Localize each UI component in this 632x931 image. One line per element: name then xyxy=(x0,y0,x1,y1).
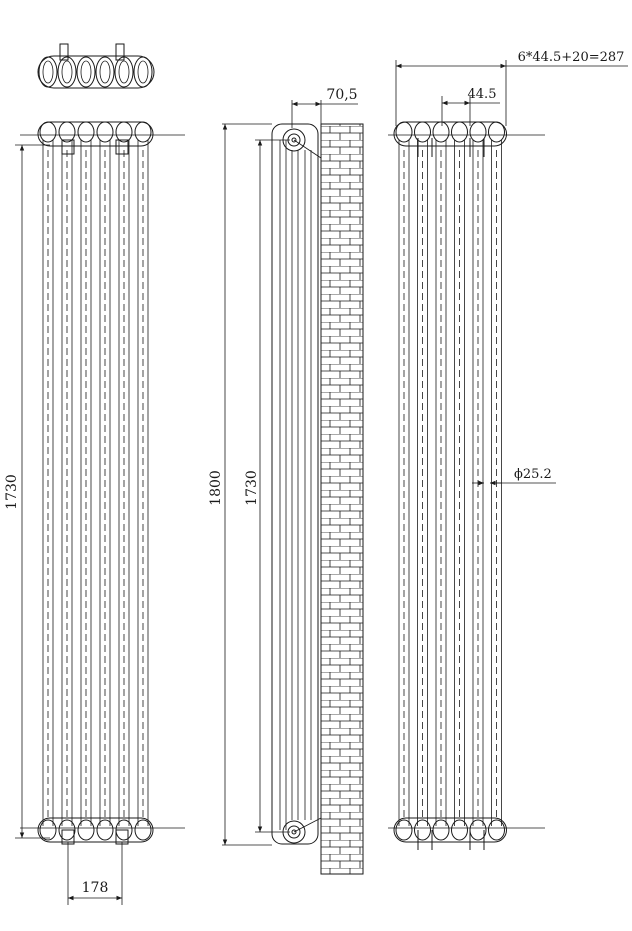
pipe-center-label: 178 xyxy=(81,880,109,896)
side-pipe-height-dimension xyxy=(244,140,260,832)
plan-section xyxy=(77,57,95,87)
plan-section xyxy=(39,57,57,87)
plan-section xyxy=(58,57,76,87)
plan-section xyxy=(96,57,114,87)
diameter-icon: ϕ xyxy=(514,467,523,482)
depth-label: 70,5 xyxy=(326,87,358,103)
side-pipe-height-label: 1730 xyxy=(244,470,260,506)
section-pitch-dimension xyxy=(442,87,500,103)
overall-height-label: 1800 xyxy=(208,470,224,506)
left-height-label: 1730 xyxy=(4,474,20,510)
section-pitch-label: 44.5 xyxy=(467,87,497,102)
front-view xyxy=(20,122,185,905)
overall-height-dimension xyxy=(208,124,225,845)
plan-section xyxy=(134,57,152,87)
tube-diameter-dimension xyxy=(472,467,556,483)
overall-width-dimension xyxy=(396,50,628,66)
plan-section xyxy=(115,57,133,87)
top-plan-view xyxy=(38,44,154,88)
pipe-center-dimension xyxy=(68,880,122,898)
tube-diameter-label: 25.2 xyxy=(522,467,552,482)
rear-view xyxy=(388,60,545,850)
overall-width-label: 6*44.5+20=287 xyxy=(517,50,625,65)
svg-text:ϕ25.2 xyxy=(514,467,552,482)
brick-wall xyxy=(321,124,363,874)
depth-dimension xyxy=(292,87,358,104)
